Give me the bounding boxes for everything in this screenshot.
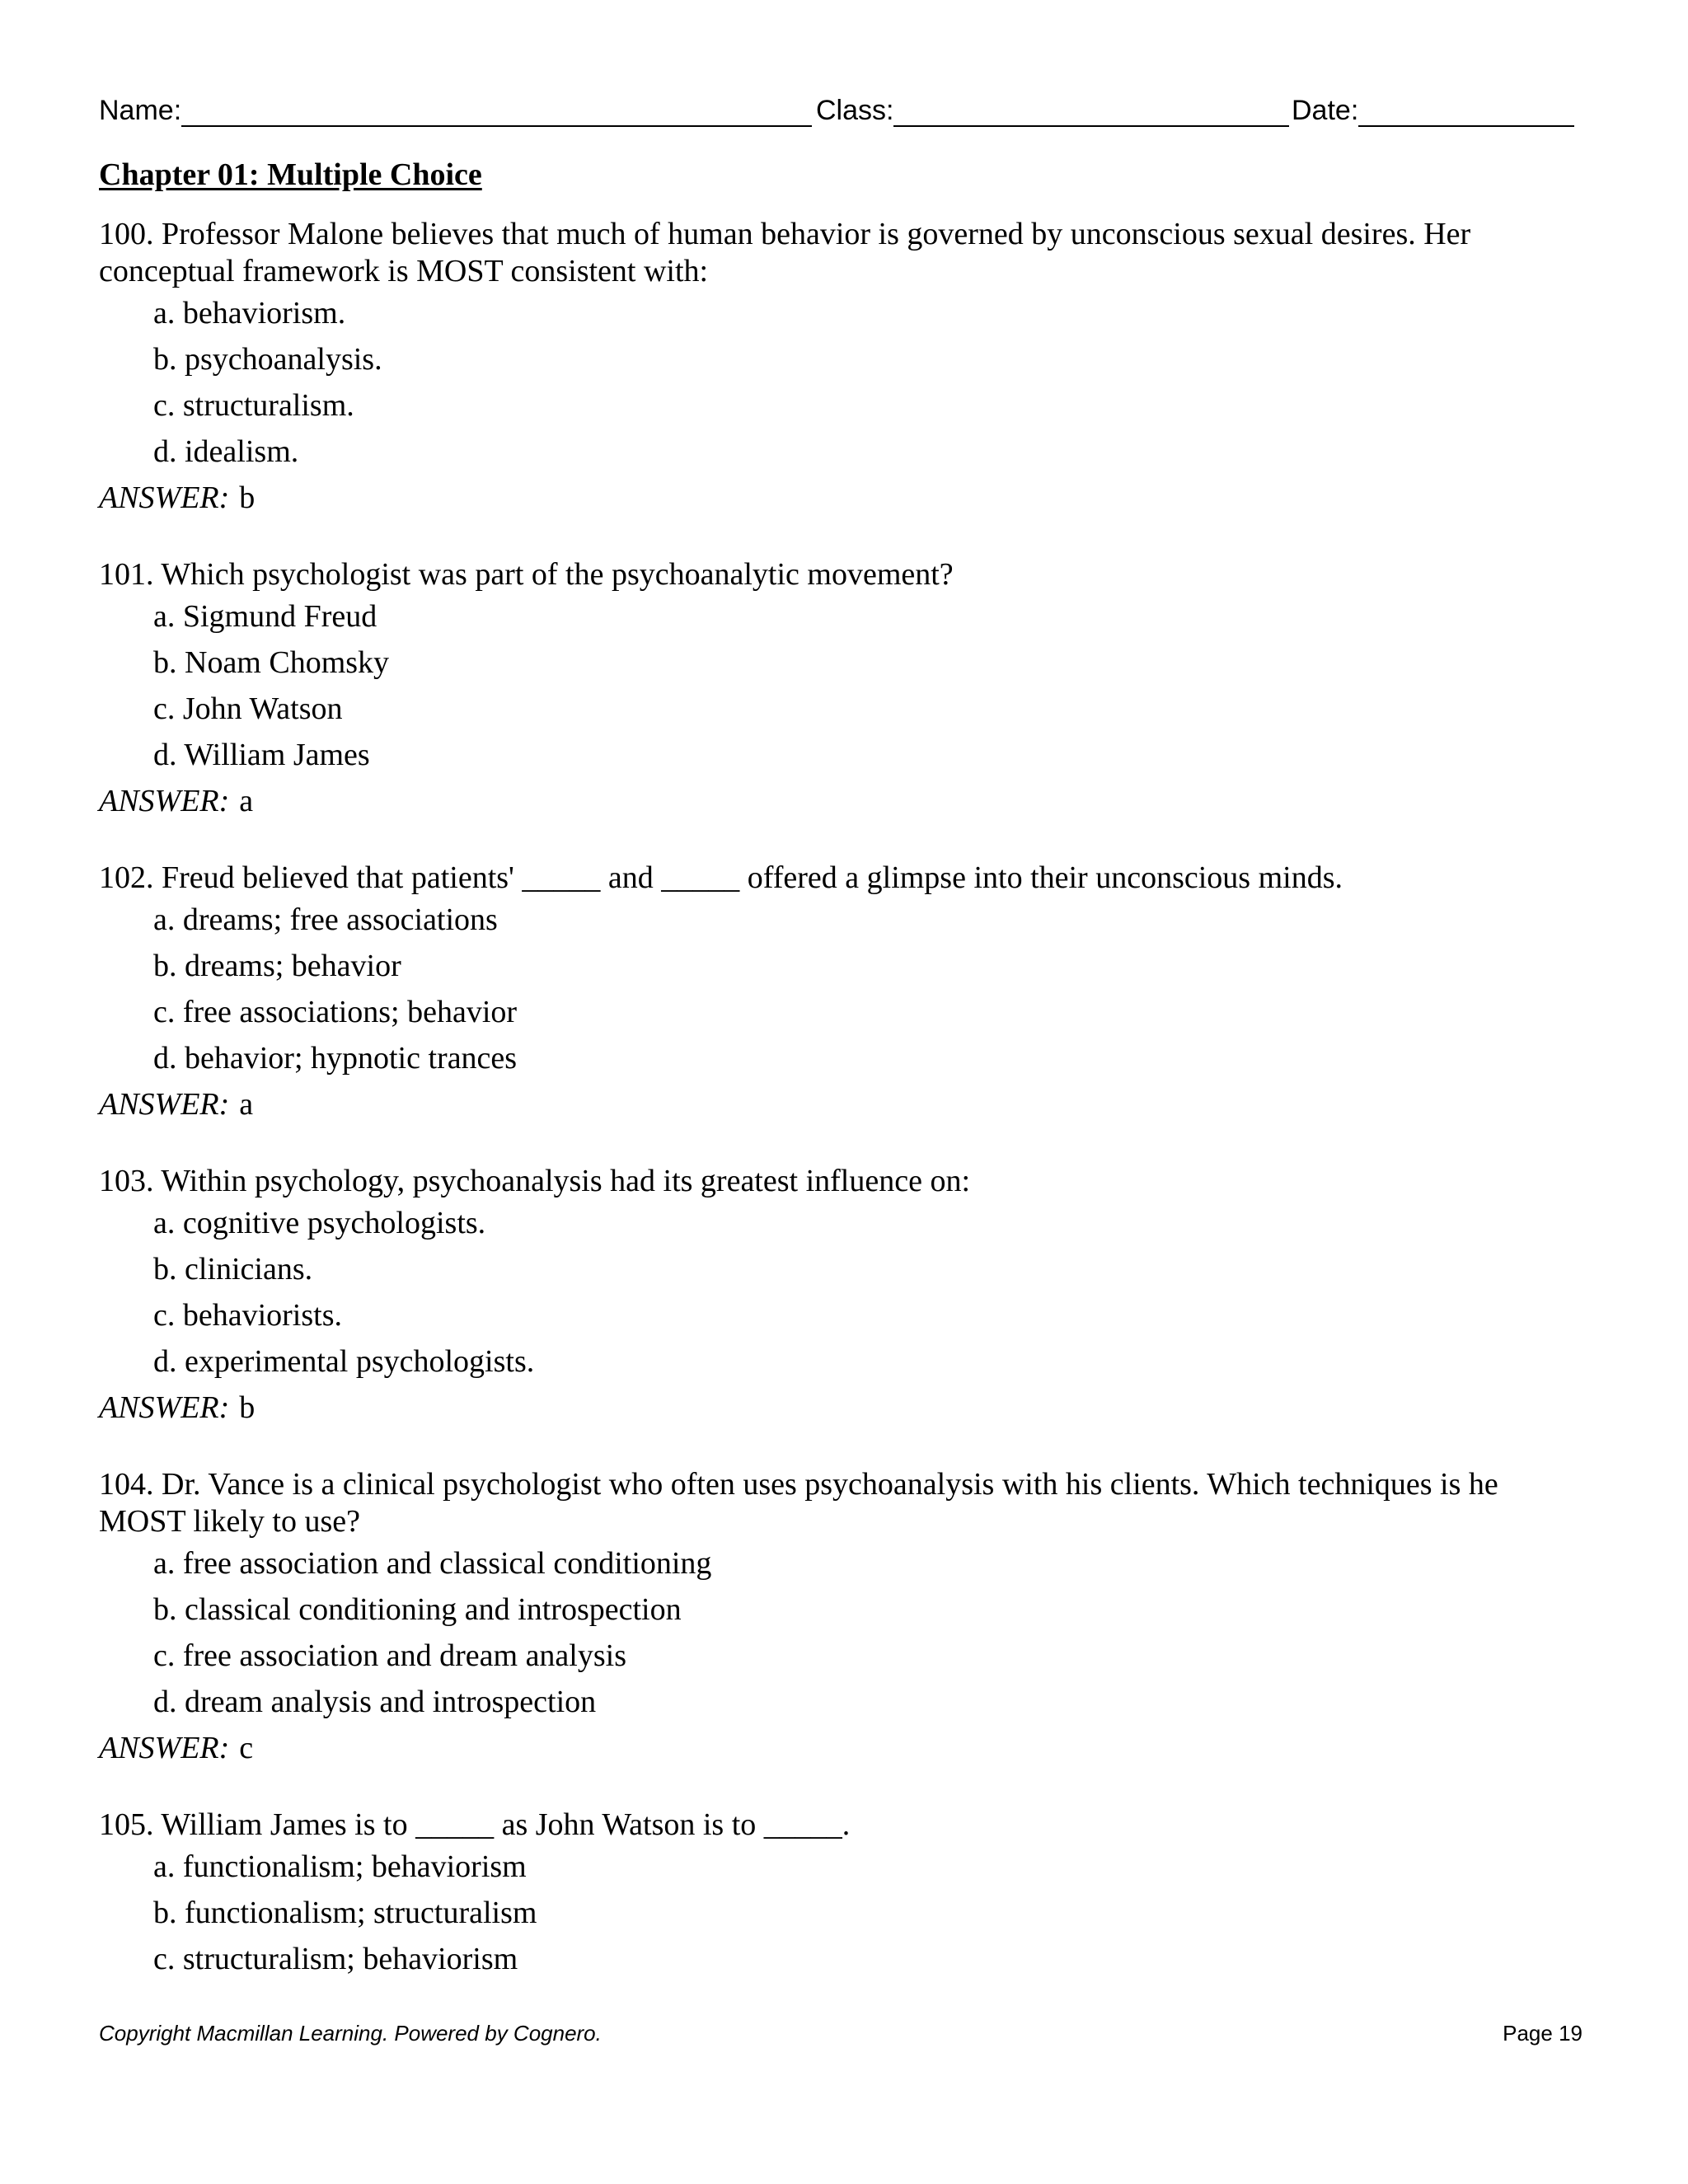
answer-option: c. structuralism. bbox=[153, 388, 354, 423]
document-page bbox=[99, 0, 1582, 2184]
answer-option: b. Noam Chomsky bbox=[153, 645, 390, 680]
name-field bbox=[99, 95, 812, 127]
answer-option: d. dream analysis and introspection bbox=[153, 1685, 597, 1719]
answer-value: c bbox=[239, 1731, 254, 1765]
class-line bbox=[893, 97, 1289, 127]
page-number: Page 19 bbox=[1503, 2021, 1582, 2046]
answer-option: a. functionalism; behaviorism bbox=[153, 1849, 527, 1884]
answer-option: d. experimental psychologists. bbox=[153, 1344, 535, 1379]
answer-option: b. psychoanalysis. bbox=[153, 342, 382, 377]
name-label: Name: bbox=[99, 95, 182, 126]
answer-option: a. Sigmund Freud bbox=[153, 599, 377, 634]
answer-option: c. free associations; behavior bbox=[153, 995, 518, 1029]
answer-value: a bbox=[239, 1087, 254, 1122]
answer-label: ANSWER: bbox=[99, 1087, 230, 1122]
answer-option: b. dreams; behavior bbox=[153, 949, 401, 983]
answer-line bbox=[99, 1390, 1582, 1427]
answer-value: a bbox=[239, 784, 254, 818]
answer-option: d. idealism. bbox=[153, 434, 299, 469]
question-item bbox=[99, 216, 1582, 517]
header-fields bbox=[99, 95, 1582, 133]
answer-option: c. John Watson bbox=[153, 691, 343, 726]
question-item bbox=[99, 1163, 1582, 1427]
answer-option: b. classical conditioning and introspection bbox=[153, 1592, 682, 1627]
question-list bbox=[99, 216, 1582, 2018]
question-stem: 103. Within psychology, psychoanalysis had its greatest influence on: bbox=[99, 1164, 971, 1198]
answer-option: a. dreams; free associations bbox=[153, 902, 498, 937]
answer-label: ANSWER: bbox=[99, 1390, 230, 1425]
answer-line bbox=[99, 783, 1582, 820]
date-field bbox=[1292, 95, 1574, 127]
date-line bbox=[1358, 97, 1574, 127]
answer-line bbox=[99, 1730, 1582, 1767]
answer-option: c. structuralism; behaviorism bbox=[153, 1942, 518, 1976]
answer-label: ANSWER: bbox=[99, 480, 230, 515]
footer bbox=[99, 2021, 1582, 2050]
answer-option: c. free association and dream analysis bbox=[153, 1638, 626, 1673]
answer-label: ANSWER: bbox=[99, 1731, 230, 1765]
class-label: Class: bbox=[816, 95, 894, 126]
answer-value: b bbox=[239, 480, 256, 515]
question-item bbox=[99, 1807, 1582, 1978]
question-item bbox=[99, 860, 1582, 1123]
answer-option: a. behaviorism. bbox=[153, 296, 346, 330]
answer-option: b. clinicians. bbox=[153, 1252, 313, 1286]
question-stem: 101. Which psychologist was part of the psychoanalytic movement? bbox=[99, 557, 954, 592]
answer-label: ANSWER: bbox=[99, 784, 230, 818]
answer-option: d. William James bbox=[153, 738, 370, 772]
answer-option: b. functionalism; structuralism bbox=[153, 1896, 537, 1930]
question-stem: 105. William James is to _____ as John Watson is to _____. bbox=[99, 1807, 851, 1842]
question-stem: 104. Dr. Vance is a clinical psychologist who often uses psychoanalysis with his clients. Which techniques is he MOST likely to use? bbox=[99, 1467, 1498, 1539]
answer-option: c. behaviorists. bbox=[153, 1298, 343, 1333]
question-item bbox=[99, 1466, 1582, 1767]
answer-option: d. behavior; hypnotic trances bbox=[153, 1041, 518, 1076]
question-item bbox=[99, 556, 1582, 820]
answer-line bbox=[99, 480, 1582, 517]
section-title: Chapter 01: Multiple Choice bbox=[99, 157, 482, 192]
question-stem: 102. Freud believed that patients' _____ and _____ offered a glimpse into their unconscious minds. bbox=[99, 860, 1343, 895]
question-stem: 100. Professor Malone believes that much of human behavior is governed by unconscious sexual desires. Her conceptual framework is MOST consistent with: bbox=[99, 217, 1471, 288]
date-label: Date: bbox=[1292, 95, 1359, 126]
answer-option: a. cognitive psychologists. bbox=[153, 1206, 486, 1240]
class-field bbox=[816, 95, 1289, 127]
answer-line bbox=[99, 1086, 1582, 1123]
answer-value: b bbox=[239, 1390, 256, 1425]
answer-option: a. free association and classical conditioning bbox=[153, 1546, 712, 1581]
copyright-text: Copyright Macmillan Learning. Powered by Cognero. bbox=[99, 2021, 602, 2046]
name-line bbox=[181, 97, 812, 127]
